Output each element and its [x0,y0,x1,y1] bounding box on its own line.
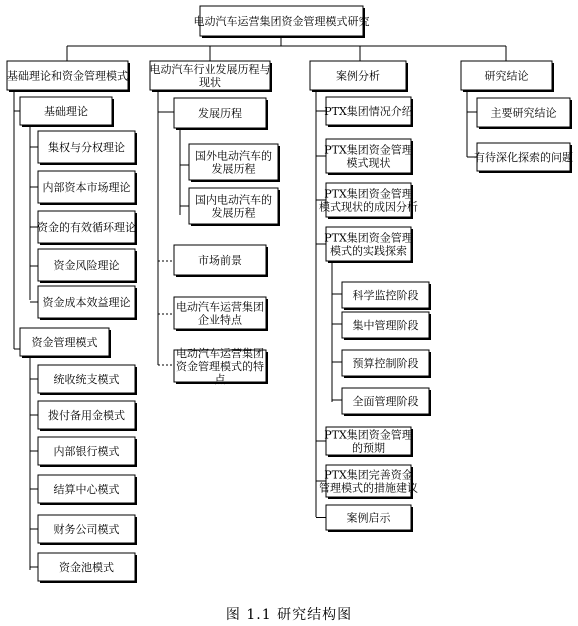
svg-text:内部银行模式: 内部银行模式 [53,445,120,458]
main-conclusion-node [477,98,572,129]
svg-text:PTX集团资金管理: PTX集团资金管理 [324,143,413,157]
branch-conclusion [461,61,554,92]
theory-item [38,171,137,205]
practice-stage-node [342,282,431,310]
svg-text:拨付备用金模式: 拨付备用金模式 [48,409,125,422]
svg-text:全面管理阶段: 全面管理阶段 [352,395,419,408]
model-item [38,475,137,505]
practice-stage-node [342,350,431,378]
model-item [38,365,137,395]
svg-text:模式的实践探索: 模式的实践探索 [330,244,407,258]
svg-text:预算控制阶段: 预算控制阶段 [352,357,419,370]
svg-text:科学监控阶段: 科学监控阶段 [352,289,419,302]
svg-text:PTX集团资金管理: PTX集团资金管理 [324,428,413,442]
svg-text:模式现状的成因分析: 模式现状的成因分析 [319,200,418,214]
case-item [324,227,413,263]
case-item [326,505,413,532]
svg-text:集中管理阶段: 集中管理阶段 [352,319,419,332]
case-item [319,465,418,499]
model-item [38,437,137,467]
svg-text:模式现状: 模式现状 [346,156,391,170]
model-item [38,401,137,431]
svg-text:基础理论: 基础理论 [44,105,88,118]
model-item [38,515,137,545]
svg-text:有待深化探索的问题: 有待深化探索的问题 [474,151,573,164]
branch-industry [150,61,273,92]
svg-text:企业特点: 企业特点 [198,313,242,327]
svg-text:主要研究结论: 主要研究结论 [490,106,557,120]
svg-text:集权与分权理论: 集权与分权理论 [48,141,125,154]
svg-text:资金管理模式的特: 资金管理模式的特 [176,360,264,373]
branch-case [310,61,408,92]
svg-text:PTX集团资金管理: PTX集团资金管理 [324,187,413,201]
theory-item [38,249,137,283]
svg-text:电动汽车运营集团: 电动汽车运营集团 [176,300,264,314]
svg-text:发展历程: 发展历程 [198,107,242,120]
svg-text:资金管理模式: 资金管理模式 [31,336,98,349]
svg-text:点: 点 [214,373,226,386]
practice-stage-node [342,388,431,416]
market-prospect-node [174,245,268,277]
practice-stage-node [342,312,431,340]
svg-text:现状: 现状 [199,76,221,89]
enterprise-features-node [174,297,268,331]
svg-text:案例分析: 案例分析 [336,69,380,83]
svg-text:基础理论和资金管理模式: 基础理论和资金管理模式 [7,69,128,83]
svg-text:电动汽车行业发展历程与: 电动汽车行业发展历程与 [149,63,271,76]
svg-text:电动汽车运营集团: 电动汽车运营集团 [176,347,264,360]
case-item [324,427,413,457]
theory-item [37,211,137,245]
svg-text:内部资本市场理论: 内部资本市场理论 [42,181,131,194]
svg-text:资金池模式: 资金池模式 [59,561,114,574]
svg-text:资金的有效循环理论: 资金的有效循环理论 [37,221,136,234]
domestic-history-node [189,188,280,226]
svg-text:案例启示: 案例启示 [346,511,391,525]
theory-item [38,131,137,165]
svg-text:国外电动汽车的: 国外电动汽车的 [195,149,272,163]
fund-models-node [20,328,111,358]
open-questions-node [474,143,573,173]
svg-text:国内电动汽车的: 国内电动汽车的 [195,193,272,207]
history-node [174,98,268,130]
figure-caption: 图 1.1 研究结构图 [225,607,353,623]
model-item [38,553,137,583]
branch-theory [7,61,130,92]
svg-text:PTX集团情况介绍: PTX集团情况介绍 [324,105,413,118]
root-node [194,6,370,38]
svg-text:管理模式的措施建议: 管理模式的措施建议 [319,481,418,495]
svg-text:PTX集团完善资金: PTX集团完善资金 [324,468,413,482]
svg-text:资金风险理论: 资金风险理论 [53,259,120,272]
svg-text:电动汽车运营集团资金管理模式研究: 电动汽车运营集团资金管理模式研究 [193,15,370,28]
svg-text:PTX集团资金管理: PTX集团资金管理 [324,231,413,245]
case-item [324,139,413,175]
svg-text:资金成本效益理论: 资金成本效益理论 [42,296,131,309]
diagram-nodes [7,6,573,583]
theory-basics-node [20,97,114,127]
svg-text:的预期: 的预期 [352,441,385,455]
svg-text:发展历程: 发展历程 [211,162,256,176]
svg-text:发展历程: 发展历程 [211,206,256,220]
svg-text:财务公司模式: 财务公司模式 [53,523,120,536]
case-item [319,183,418,219]
svg-text:市场前景: 市场前景 [198,254,242,267]
svg-text:结算中心模式: 结算中心模式 [53,483,120,496]
foreign-history-node [189,144,280,182]
case-item [324,97,413,127]
svg-text:统收统支模式: 统收统支模式 [53,373,120,386]
theory-item [38,286,137,320]
fund-mode-features-node [174,346,268,386]
svg-text:研究结论: 研究结论 [484,69,529,83]
